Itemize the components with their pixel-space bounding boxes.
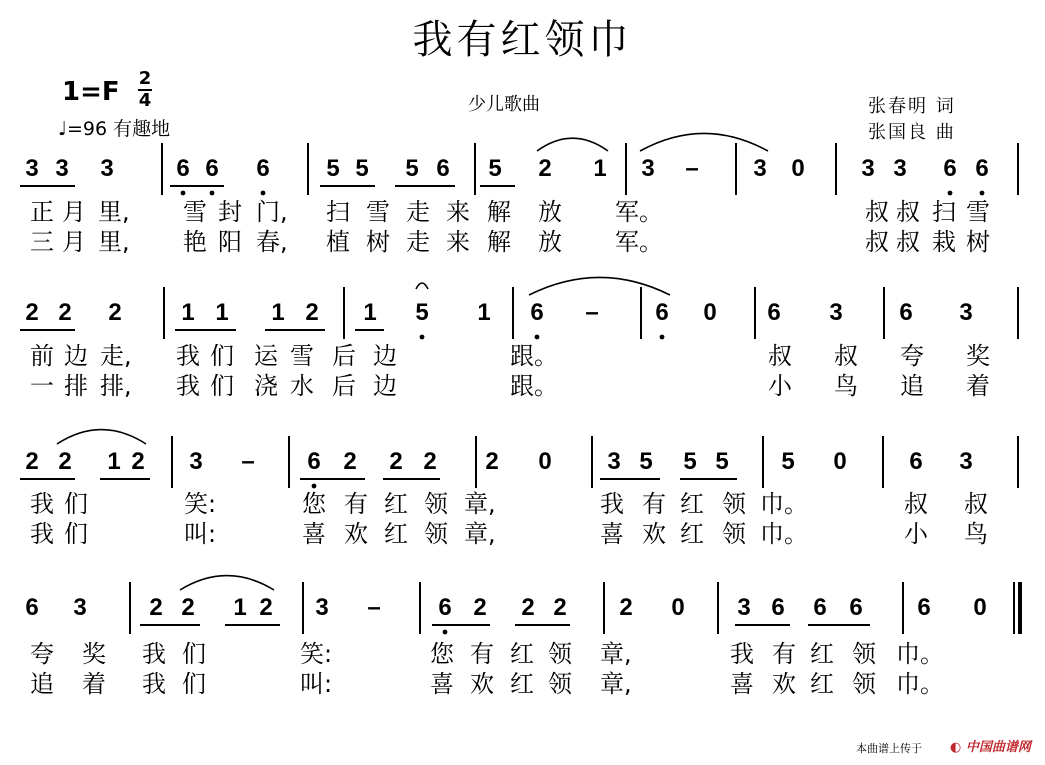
note: 6 (849, 594, 863, 621)
lyric-syllable: 红 (810, 640, 834, 668)
note: 2 (149, 594, 163, 621)
lyric-syllable: 红 (510, 670, 534, 698)
tempo-marking: ♩=96 有趣地 (58, 118, 171, 140)
note: 3 (641, 155, 655, 182)
lyric-syllable: 红 (810, 670, 834, 698)
lyric-syllable: 有 (470, 640, 494, 668)
lyric-syllable: 们 (64, 490, 88, 518)
lyric-syllable: 红 (384, 520, 408, 548)
lyric-syllable: 追 (900, 372, 924, 400)
lyric-syllable: 小 (768, 372, 792, 400)
note: 2 (58, 448, 72, 475)
lyric-syllable: 解 (487, 198, 511, 226)
lyric-syllable: 排, (100, 372, 132, 400)
lyric-syllable: 您 (430, 640, 454, 668)
lyric-syllable: 门, (256, 198, 288, 226)
lyric-syllable: 领 (852, 640, 876, 668)
lyric-syllable: 有 (642, 490, 666, 518)
lyric-syllable: 三 (30, 228, 54, 256)
lyric-syllable: 们 (210, 342, 234, 370)
lyric-syllable: 军。 (615, 228, 663, 256)
lyric-syllable: 我 (30, 490, 54, 518)
lyric-syllable: 有 (344, 490, 368, 518)
note: 3 (829, 299, 843, 326)
lyric-syllable: 解 (487, 228, 511, 256)
note: 6 (176, 155, 190, 182)
lyric-syllable: 水 (290, 372, 314, 400)
fermata (416, 283, 428, 289)
note: 6 (943, 155, 957, 182)
lyric-syllable: 章, (464, 520, 496, 548)
note: 6 (205, 155, 219, 182)
lyric-syllable: 笑: (300, 640, 333, 668)
note: 0 (538, 448, 552, 475)
note: 2 (305, 299, 319, 326)
slur-tie (529, 277, 670, 295)
octave-dot-below (980, 191, 985, 196)
lyric-syllable: 巾。 (896, 670, 944, 698)
time-top: 2 (138, 68, 152, 89)
lyric-syllable: 红 (680, 490, 704, 518)
lyric-syllable: 排 (64, 372, 88, 400)
octave-dot-below (535, 335, 540, 340)
note: 2 (473, 594, 487, 621)
octave-dot-below (181, 191, 186, 196)
lyric-syllable: 来 (446, 198, 470, 226)
lyric-syllable: 欢 (344, 520, 368, 548)
lyric-syllable: 叔 (834, 342, 858, 370)
note: 5 (639, 448, 653, 475)
lyric-syllable: 我 (730, 640, 754, 668)
note: 2 (521, 594, 535, 621)
lyric-syllable: 们 (182, 670, 206, 698)
note: 6 (530, 299, 544, 326)
lyric-syllable: 夸 (900, 342, 924, 370)
note: 6 (975, 155, 989, 182)
lyric-syllable: 跟。 (510, 342, 558, 370)
note: 0 (973, 594, 987, 621)
lyric-syllable: 章, (600, 640, 632, 668)
note: 1 (181, 299, 195, 326)
lyric-syllable: 巾。 (896, 640, 944, 668)
octave-dot-below (443, 630, 448, 635)
note: 3 (25, 155, 39, 182)
note: 0 (671, 594, 685, 621)
lyric-syllable: 欢 (642, 520, 666, 548)
note: 6 (307, 448, 321, 475)
lyric-syllable: 春, (256, 228, 288, 256)
note: 1 (215, 299, 229, 326)
lyric-syllable: 领 (548, 670, 572, 698)
lyric-syllable: 领 (722, 490, 746, 518)
note: 3 (189, 448, 203, 475)
lyric-syllable: 跟。 (510, 372, 558, 400)
lyric-syllable: 扫 (326, 198, 350, 226)
slur-tie (180, 576, 274, 590)
lyric-syllable: 着 (966, 372, 990, 400)
lyric-syllable: 雪 (366, 198, 390, 226)
octave-dot-below (420, 335, 425, 340)
note: 3 (753, 155, 767, 182)
note: 5 (488, 155, 502, 182)
note: – (685, 155, 699, 182)
note: 2 (181, 594, 195, 621)
octave-dot-below (312, 484, 317, 489)
slur-tie (57, 430, 146, 444)
note: 2 (389, 448, 403, 475)
lyric-syllable: 奖 (82, 640, 106, 668)
note: 2 (58, 299, 72, 326)
lyric-syllable: 后 (332, 372, 356, 400)
note: 2 (485, 448, 499, 475)
lyric-syllable: 里, (98, 228, 130, 256)
note: 6 (909, 448, 923, 475)
note: 6 (917, 594, 931, 621)
composer-credit: 张国良 曲 (868, 122, 956, 143)
lyric-syllable: 叔 (896, 228, 920, 256)
lyric-syllable: 走 (406, 228, 430, 256)
lyric-syllable: 红 (510, 640, 534, 668)
lyric-syllable: 叔 (896, 198, 920, 226)
lyric-syllable: 一 (30, 372, 54, 400)
note: 2 (259, 594, 273, 621)
note: 5 (715, 448, 729, 475)
lyric-syllable: 欢 (772, 670, 796, 698)
note: 2 (343, 448, 357, 475)
lyric-syllable: 叫: (184, 520, 217, 548)
note: – (585, 299, 599, 326)
note: 3 (73, 594, 87, 621)
note: 6 (438, 594, 452, 621)
note: 1 (233, 594, 247, 621)
lyric-syllable: 我 (30, 520, 54, 548)
octave-dot-below (948, 191, 953, 196)
note: 0 (791, 155, 805, 182)
note: 6 (256, 155, 270, 182)
octave-dot-below (210, 191, 215, 196)
lyric-syllable: 喜 (302, 520, 326, 548)
note: 5 (326, 155, 340, 182)
note: 6 (25, 594, 39, 621)
lyric-syllable: 雪 (966, 198, 990, 226)
octave-dot-below (261, 191, 266, 196)
note: 1 (477, 299, 491, 326)
lyric-syllable: 树 (366, 228, 390, 256)
lyric-syllable: 叫: (300, 670, 333, 698)
lyric-syllable: 巾。 (760, 490, 808, 518)
lyric-syllable: 来 (446, 228, 470, 256)
song-style: 少儿歌曲 (468, 94, 540, 115)
lyric-syllable: 植 (326, 228, 350, 256)
note: 5 (355, 155, 369, 182)
lyric-syllable: 夸 (30, 640, 54, 668)
lyric-syllable: 雪 (183, 198, 207, 226)
lyric-syllable: 雪 (290, 342, 314, 370)
note: 3 (607, 448, 621, 475)
lyric-syllable: 我 (142, 640, 166, 668)
upload-credit: 本曲谱上传于 (856, 742, 922, 755)
note: 3 (959, 448, 973, 475)
lyric-syllable: 叔 (865, 228, 889, 256)
slur-tie (640, 133, 768, 151)
lyric-syllable: 叔 (904, 490, 928, 518)
lyric-syllable: 们 (64, 520, 88, 548)
note: 3 (737, 594, 751, 621)
note: 1 (107, 448, 121, 475)
lyric-syllable: 前 (30, 342, 54, 370)
note: 3 (861, 155, 875, 182)
lyric-syllable: 里, (98, 198, 130, 226)
lyric-syllable: 喜 (600, 520, 624, 548)
note: 5 (683, 448, 697, 475)
lyric-syllable: 我 (600, 490, 624, 518)
lyric-syllable: 追 (30, 670, 54, 698)
lyric-syllable: 奖 (966, 342, 990, 370)
lyric-syllable: 喜 (730, 670, 754, 698)
lyric-syllable: 鸟 (834, 372, 858, 400)
lyric-syllable: 月 (62, 228, 86, 256)
lyric-syllable: 章, (600, 670, 632, 698)
lyric-syllable: 运 (254, 342, 278, 370)
octave-dot-below (660, 335, 665, 340)
lyric-syllable: 艳 (183, 228, 207, 256)
note: 5 (415, 299, 429, 326)
note: 5 (405, 155, 419, 182)
note: 5 (781, 448, 795, 475)
lyric-syllable: 栽 (932, 228, 956, 256)
lyric-syllable: 小 (904, 520, 928, 548)
lyric-syllable: 边 (373, 372, 397, 400)
lyric-syllable: 正 (30, 198, 54, 226)
note: 3 (959, 299, 973, 326)
note: 6 (767, 299, 781, 326)
lyric-syllable: 扫 (932, 198, 956, 226)
note: 1 (363, 299, 377, 326)
note: 6 (771, 594, 785, 621)
lyric-syllable: 走 (406, 198, 430, 226)
lyric-syllable: 放 (538, 198, 562, 226)
lyricist-credit: 张春明 词 (868, 96, 956, 117)
lyric-syllable: 领 (722, 520, 746, 548)
lyric-syllable: 红 (384, 490, 408, 518)
note: 2 (538, 155, 552, 182)
note: 1 (271, 299, 285, 326)
note: 6 (899, 299, 913, 326)
note: 6 (655, 299, 669, 326)
note: 2 (108, 299, 122, 326)
lyric-syllable: 我 (176, 342, 200, 370)
lyric-syllable: 阳 (218, 228, 242, 256)
slur-tie (537, 138, 608, 151)
lyric-syllable: 鸟 (964, 520, 988, 548)
note: 6 (813, 594, 827, 621)
note: 2 (553, 594, 567, 621)
lyric-syllable: 有 (772, 640, 796, 668)
site-logo: ◐ 中国曲谱网 (950, 740, 1031, 755)
lyric-syllable: 树 (966, 228, 990, 256)
note: 2 (25, 448, 39, 475)
lyric-syllable: 走, (100, 342, 132, 370)
lyric-syllable: 们 (182, 640, 206, 668)
song-title: 我有红领巾 (412, 17, 633, 63)
note: 2 (25, 299, 39, 326)
lyric-syllable: 领 (548, 640, 572, 668)
lyric-syllable: 笑: (184, 490, 217, 518)
lyric-syllable: 叔 (865, 198, 889, 226)
lyric-syllable: 后 (332, 342, 356, 370)
note: 2 (619, 594, 633, 621)
lyric-syllable: 我 (176, 372, 200, 400)
lyric-syllable: 边 (64, 342, 88, 370)
note: 3 (893, 155, 907, 182)
lyric-syllable: 放 (538, 228, 562, 256)
lyric-syllable: 欢 (470, 670, 494, 698)
note: 3 (315, 594, 329, 621)
lyric-syllable: 领 (852, 670, 876, 698)
lyric-syllable: 封 (218, 198, 242, 226)
lyric-syllable: 您 (302, 490, 326, 518)
lyric-syllable: 着 (82, 670, 106, 698)
key-signature: 1=F (62, 77, 120, 107)
lyric-syllable: 浇 (254, 372, 278, 400)
note: – (241, 448, 255, 475)
note: 3 (55, 155, 69, 182)
note: 0 (703, 299, 717, 326)
lyric-syllable: 叔 (964, 490, 988, 518)
note: 0 (833, 448, 847, 475)
time-bottom: 4 (138, 90, 152, 111)
note: 2 (131, 448, 145, 475)
lyric-syllable: 章, (464, 490, 496, 518)
lyric-syllable: 军。 (615, 198, 663, 226)
lyric-syllable: 我 (142, 670, 166, 698)
lyric-syllable: 边 (373, 342, 397, 370)
note: 1 (593, 155, 607, 182)
note: 2 (423, 448, 437, 475)
lyric-syllable: 红 (680, 520, 704, 548)
lyric-syllable: 喜 (430, 670, 454, 698)
note: 6 (436, 155, 450, 182)
lyric-syllable: 领 (424, 490, 448, 518)
lyric-syllable: 巾。 (760, 520, 808, 548)
note: 3 (100, 155, 114, 182)
lyric-syllable: 们 (210, 372, 234, 400)
lyric-syllable: 月 (62, 198, 86, 226)
lyric-syllable: 叔 (768, 342, 792, 370)
lyric-syllable: 领 (424, 520, 448, 548)
note: – (367, 594, 381, 621)
